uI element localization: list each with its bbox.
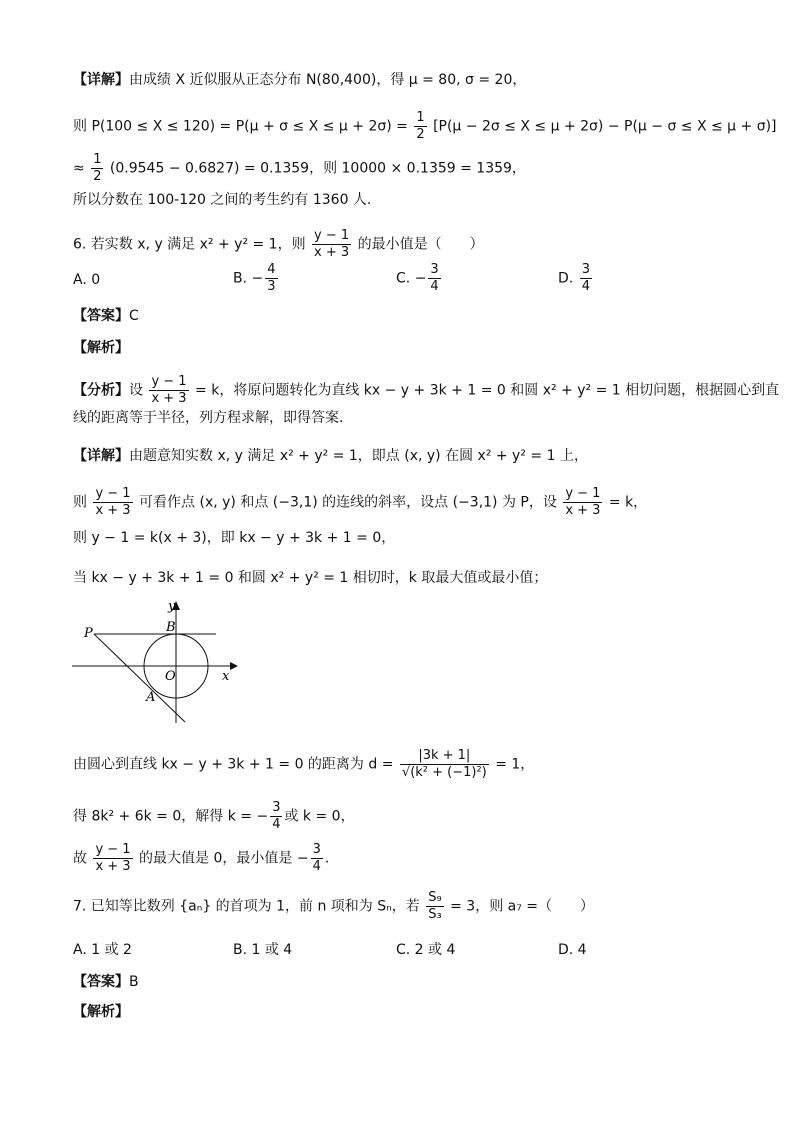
fraction-denominator: 4 — [581, 279, 590, 294]
fraction-denominator: 4 — [430, 279, 439, 294]
label-o: O — [165, 669, 176, 684]
answer-tag: 【答案】 — [73, 308, 129, 324]
question-text-tail: 的最小值是（ ） — [357, 236, 484, 253]
x-axis-arrow — [230, 662, 238, 670]
solution-line-3 — [73, 152, 526, 185]
detail-text-tail: = 1， — [495, 756, 535, 773]
question-6-stem — [73, 228, 484, 261]
analysis-heading — [73, 1002, 129, 1022]
option-label: B. — [233, 270, 248, 287]
detail-text-mid: 的最大值是 0，最小值是 − — [139, 850, 309, 867]
analysis-heading — [73, 338, 129, 358]
detail-text: 得 8k² + 6k = 0，解得 k = − — [73, 808, 269, 825]
fraction — [93, 486, 132, 519]
detail-line-6 — [73, 800, 355, 833]
analysis-subtag: 【分析】 — [73, 382, 129, 399]
probability-expression: 则 P(100 ≤ X ≤ 120) = P(μ + σ ≤ X ≤ μ + 2σ) = — [73, 118, 408, 135]
answer-tag: 【答案】 — [73, 974, 129, 990]
calculation-text: (0.9545 − 0.6827) = 0.1359，则 10000 × 0.1359 = 1359， — [109, 160, 526, 177]
answer-value: C — [129, 308, 139, 324]
fraction-denominator: 2 — [93, 169, 102, 184]
detail-text: 故 — [73, 850, 87, 867]
fraction-numerator: 1 — [416, 110, 425, 125]
fraction-numerator: 3 — [312, 842, 321, 857]
detail-text-tail: 或 k = 0， — [284, 808, 355, 825]
analysis-text: 设 — [129, 382, 143, 399]
distance-fraction — [400, 748, 489, 781]
fraction-numerator: 3 — [272, 800, 281, 815]
answer-line — [73, 972, 139, 992]
fraction — [428, 262, 440, 295]
fraction-half — [414, 110, 426, 143]
fraction-denominator: x + 3 — [565, 503, 601, 518]
fraction-numerator: 3 — [430, 262, 439, 277]
detail-line-4 — [73, 568, 547, 588]
tangent-circle-figure — [70, 598, 240, 728]
option-label: C. 2 或 4 — [396, 942, 456, 958]
fraction — [93, 842, 132, 875]
fraction-denominator: x + 3 — [151, 391, 187, 406]
detail-tag: 【详解】 — [73, 72, 129, 88]
answer-value: B — [129, 974, 139, 990]
option-label: A. 0 — [73, 272, 101, 288]
minus-sign: − — [251, 270, 264, 287]
detail-tag: 【详解】 — [73, 448, 129, 464]
answer-line — [73, 306, 139, 326]
fraction — [580, 262, 592, 295]
approx-sign: ≈ — [73, 160, 85, 177]
fraction — [270, 800, 282, 833]
minus-sign: − — [414, 270, 427, 287]
option-d — [558, 940, 587, 960]
fraction-numerator: 3 — [581, 262, 590, 277]
fraction-numerator: y − 1 — [565, 486, 601, 501]
detail-text: 当 kx − y + 3k + 1 = 0 和圆 x² + y² = 1 相切时，k 取最大值或最小值； — [73, 570, 548, 586]
detail-text-tail: = k， — [608, 494, 648, 511]
fenxi-line-1 — [73, 374, 779, 407]
detail-text: 由题意知实数 x, y 满足 x² + y² = 1，即点 (x, y) 在圆 x² + y² = 1 上， — [129, 448, 588, 464]
period: . — [324, 850, 330, 867]
question-7-stem — [73, 890, 594, 923]
fraction-numerator: y − 1 — [95, 486, 131, 501]
question-text-tail: = 3，则 a₇ =（ ） — [450, 898, 595, 915]
option-label: C. — [396, 270, 411, 287]
detail-text: 由圆心到直线 kx − y + 3k + 1 = 0 的距离为 d = — [73, 756, 394, 773]
fraction — [265, 262, 277, 295]
detail-line-5 — [73, 748, 534, 781]
option-b — [233, 262, 280, 295]
fraction-denominator: x + 3 — [95, 859, 131, 874]
fraction-numerator: y − 1 — [314, 228, 350, 243]
fraction — [426, 890, 443, 923]
option-a — [73, 270, 100, 290]
analysis-tag: 【解析】 — [73, 1004, 129, 1020]
detail-text: 则 y − 1 = k(x + 3)，即 kx − y + 3k + 1 = 0， — [73, 530, 396, 546]
fraction-denominator: S₃ — [428, 907, 442, 922]
detail-line-3 — [73, 528, 395, 548]
label-x: x — [222, 669, 230, 684]
label-a: A — [146, 690, 156, 705]
detail-line-7 — [73, 842, 329, 875]
option-label: D. — [558, 270, 574, 287]
option-b — [233, 940, 292, 960]
option-label: A. 1 或 2 — [73, 942, 132, 958]
conclusion-text: 所以分数在 100-120 之间的考生约有 1360 人. — [73, 192, 372, 208]
fraction-numerator: S₉ — [428, 890, 442, 905]
option-label: B. 1 或 4 — [233, 942, 293, 958]
option-label: D. 4 — [558, 942, 587, 958]
detail-line-1 — [73, 446, 588, 466]
probability-expression-tail: [P(μ − 2σ ≤ X ≤ μ + 2σ) − P(μ − σ ≤ X ≤ μ + σ)] — [433, 118, 777, 135]
option-a — [73, 940, 132, 960]
fraction-numerator: |3k + 1| — [400, 748, 489, 765]
fraction-denominator: 2 — [416, 127, 425, 142]
fraction-denominator: x + 3 — [314, 245, 350, 260]
option-d — [558, 262, 594, 295]
fraction-denominator: √(k² + (−1)²) — [401, 765, 487, 780]
fraction — [149, 374, 188, 407]
label-b: B — [166, 620, 176, 635]
fraction-denominator: 4 — [312, 859, 321, 874]
fraction-numerator: 1 — [93, 152, 102, 167]
fraction-numerator: 4 — [267, 262, 276, 277]
fraction — [311, 842, 323, 875]
fraction-denominator: 3 — [267, 279, 276, 294]
analysis-tag: 【解析】 — [73, 340, 129, 356]
detail-text-mid: 可看作点 (x, y) 和点 (−3,1) 的连线的斜率，设点 (−3,1) 为 P，设 — [139, 494, 557, 511]
analysis-text-tail: = k，将原问题转化为直线 kx − y + 3k + 1 = 0 和圆 x² + y² = 1 相切问题，根据圆心到直 — [195, 382, 780, 399]
fraction — [312, 228, 351, 261]
fraction-denominator: x + 3 — [95, 503, 131, 518]
fraction — [563, 486, 602, 519]
fraction-numerator: y − 1 — [95, 842, 131, 857]
question-text: 7. 已知等比数列 {aₙ} 的首项为 1，前 n 项和为 Sₙ，若 — [73, 898, 420, 915]
analysis-text: 线的距离等于半径，列方程求解，即得答案. — [73, 410, 344, 426]
question-text: 6. 若实数 x, y 满足 x² + y² = 1，则 — [73, 236, 306, 253]
fraction-denominator: 4 — [272, 817, 281, 832]
option-c — [396, 262, 443, 295]
detail-line-2 — [73, 486, 647, 519]
fraction-numerator: y − 1 — [151, 374, 187, 389]
solution-line-2 — [73, 110, 777, 143]
option-c — [396, 940, 455, 960]
solution-line-4 — [73, 190, 371, 210]
solution-text: 由成绩 X 近似服从正态分布 N(80,400)，得 μ = 80, σ = 20， — [129, 72, 527, 88]
fenxi-line-2 — [73, 408, 343, 428]
fraction-half — [91, 152, 103, 185]
label-p: P — [84, 626, 93, 641]
label-y: y — [168, 599, 176, 614]
detail-text: 则 — [73, 494, 87, 511]
solution-line-1 — [73, 70, 526, 90]
